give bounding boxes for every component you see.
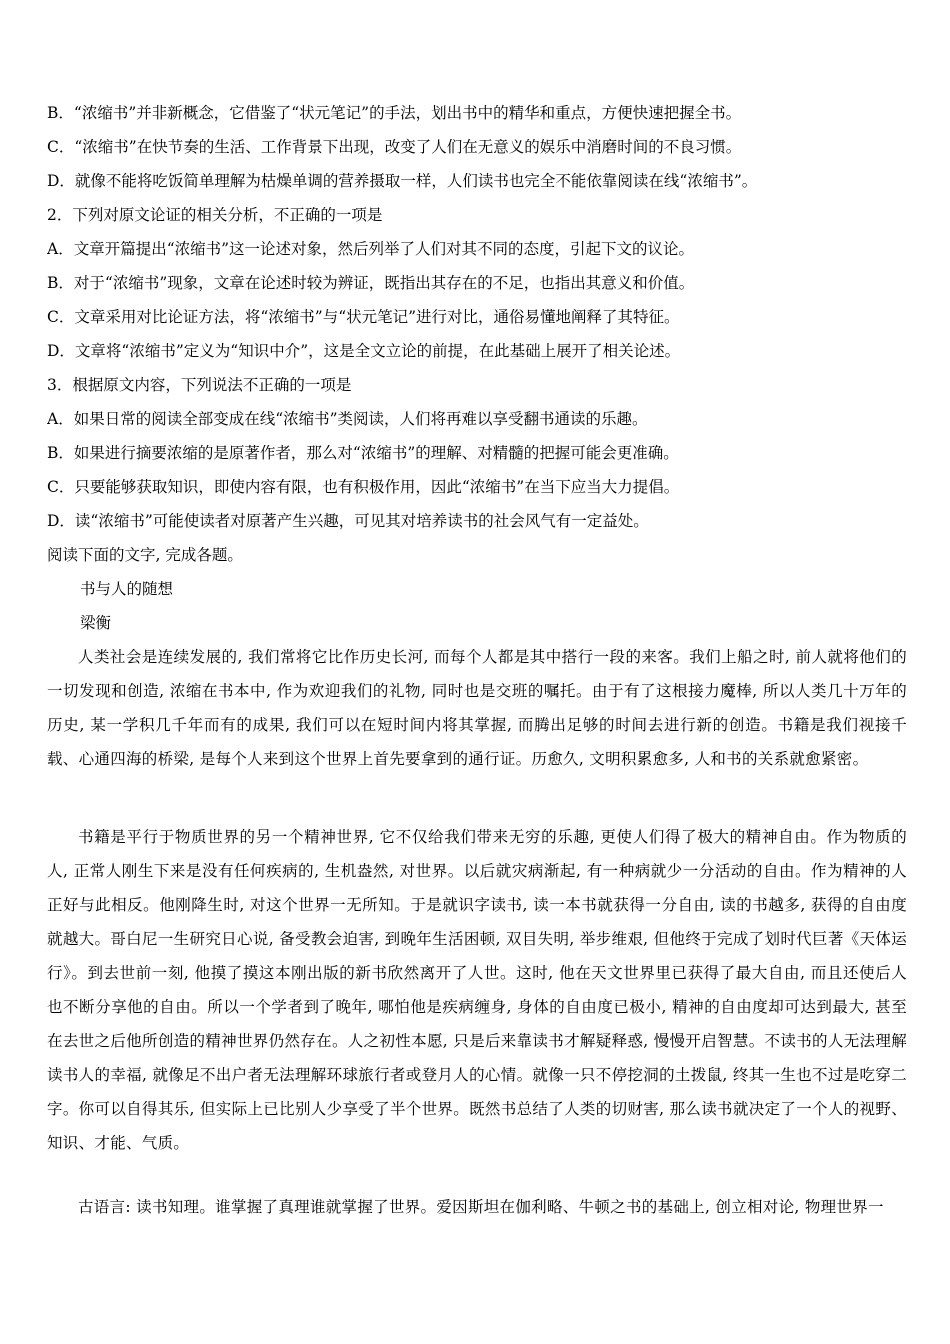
question-option-line: A．如果日常的阅读全部变成在线“浓缩书”类阅读，人们将再难以享受翻书通读的乐趣。 [47, 410, 648, 428]
question-option-line: D．就像不能将吃饭简单理解为枯燥单调的营养摄取一样，人们读书也完全不能依靠阅读在线“浓缩书”。 [47, 172, 758, 190]
question-option-line: B．对于“浓缩书”现象，文章在论述时较为辨证，既指出其存在的不足，也指出其意义和价值。 [47, 274, 695, 292]
question-option-line: C．只要能够获取知识，即使内容有限，也有积极作用，因此“浓缩书”在当下应当大力提倡。 [47, 478, 680, 496]
question-option-line: B．如果进行摘要浓缩的是原著作者，那么对“浓缩书”的理解、对精髓的把握可能会更准确。 [47, 444, 679, 462]
essay-author: 梁衡 [80, 614, 112, 632]
question-option-line: D．读“浓缩书”可能使读者对原著产生兴趣，可见其对培养读书的社会风气有一定益处。 [47, 512, 649, 530]
question-option-line: C．“浓缩书”在快节奏的生活、工作背景下出现，改变了人们在无意义的娱乐中消磨时间的不良习惯。 [47, 138, 742, 156]
question-stem: 3．根据原文内容，下列说法不正确的一项是 [47, 376, 352, 394]
essay-paragraph: 人类社会是连续发展的, 我们常将它比作历史长河, 而每个人都是其中搭行一段的来客。我们上船之时, 前人就将他们的一切发现和创造, 浓缩在书本中, 作为欢迎我们的礼物, 同时也是交班的嘱托。由于有了这根接力魔棒, 所以人类几十万年的历史, 某一学积几千年而有的成果, 我们可以在短时间内将其掌握, 而腾出足够的时间去进行新的创造。书籍是我们视接千载、心通四海的桥梁, 是每个人来到这个世界上首先要拿到的通行证。历愈久, 文明积累愈多, 人和书的关系就愈紧密。 [47, 648, 907, 768]
essay-paragraph: 书籍是平行于物质世界的另一个精神世界, 它不仅给我们带来无穷的乐趣, 更使人们得了极大的精神自由。作为物质的人, 正常人刚生下来是没有任何疾病的, 生机盎然, 对世界。以后就灾病渐起, 有一种病就少一分活动的自由。作为精神的人正好与此相反。他刚降生时, 对这个世界一无所知。于是就识字读书, 读一本书就获得一分自由, 读的书越多, 获得的自由度就越大。哥白尼一生研究日心说, 备受教会迫害, 到晚年生活困顿, 双目失明, 举步维艰, 但他终于完成了划时代巨著《天体运行》。到去世前一刻, 他摸了摸这本刚出版的新书欣然离开了人世。这时, 他在天文世界里已获得了最大自由, 而且还使后人也不断分享他的自由。所以一个学者到了晚年, 哪怕他是疾病缠身, 身体的自由度已极小, 精神的自由度却可达到最大, 甚至在去世之后他所创造的精神世界仍然存在。人之初性本愿, 只是后来靠读书才解疑释惑, 慢慢开启智慧。不读书的人无法理解读书人的幸福, 就像足不出户者无法理解环球旅行者或登月人的心情。就像一只不停挖洞的土拨鼠, 终其一生也不过是吃穿二字。你可以自得其乐, 但实际上已比别人少享受了半个世界。既然书总结了人类的切财害, 那么读书就决定了一个人的视野、知识、才能、气质。 [47, 828, 907, 1152]
essay-title: 书与人的随想 [80, 580, 174, 598]
question-option-line: A．文章开篇提出“浓缩书”这一论述对象，然后列举了人们对其不同的态度，引起下文的议论。 [47, 240, 695, 258]
question-option-line: D．文章将“浓缩书”定义为“知识中介”，这是全文立论的前提，在此基础上展开了相关论述。 [47, 342, 681, 360]
question-option-line: C．文章采用对比论证方法，将“浓缩书”与“状元笔记”进行对比，通俗易懂地阐释了其特征。 [47, 308, 680, 326]
question-stem: 2．下列对原文论证的相关分析，不正确的一项是 [47, 206, 383, 224]
essay-paragraph: 古语言: 读书知理。谁掌握了真理谁就掌握了世界。爱因斯坦在伽利略、牛顿之书的基础上, 创立相对论, 物理世界一 [78, 1198, 884, 1216]
question-option-line: B．“浓缩书”并非新概念，它借鉴了“状元笔记”的手法，划出书中的精华和重点，方便快速把握全书。 [47, 104, 742, 122]
reading-instruction: 阅读下面的文字, 完成各题。 [47, 546, 243, 564]
